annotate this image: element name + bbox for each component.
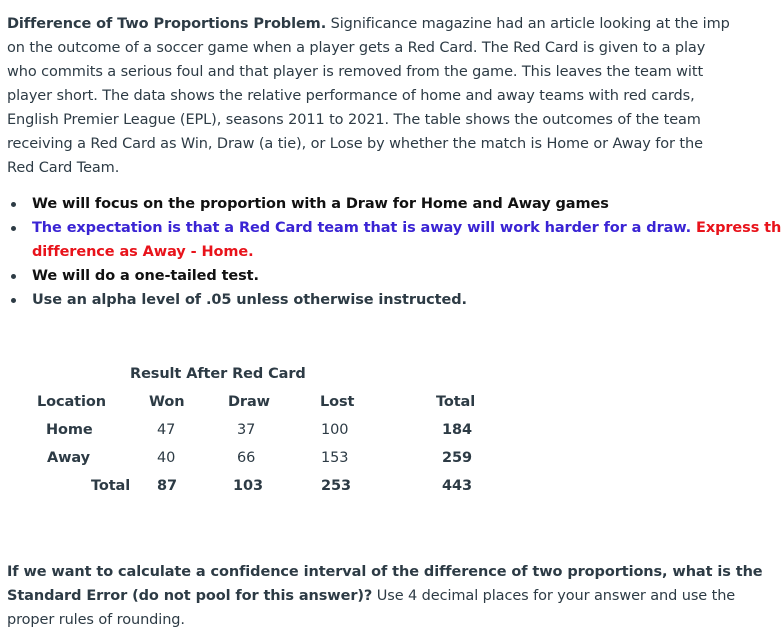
row-label-home: Home	[46, 422, 93, 438]
away-won: 40	[157, 450, 176, 466]
header-draw: Draw	[228, 394, 270, 410]
intro-line-1: Difference of Two Proportions Problem. Significance magazine had an article looking at the imp	[7, 16, 730, 32]
total-lost: 253	[321, 478, 351, 494]
question-line-3: proper rules of rounding.	[7, 612, 185, 628]
bullet-dot-icon	[11, 274, 16, 279]
intro-line-6: receiving a Red Card as Win, Draw (a tie), or Lose by whether the match is Home or Away for the	[7, 136, 703, 152]
total-won: 87	[157, 478, 177, 494]
row-label-away: Away	[47, 450, 91, 466]
question-line-1: If we want to calculate a confidence interval of the difference of two proportions, what is the	[7, 564, 763, 580]
table-caption: Result After Red Card	[130, 366, 306, 382]
header-location: Location	[37, 394, 106, 410]
header-total: Total	[436, 394, 476, 410]
bullet-dot-icon	[11, 226, 16, 231]
total-draw: 103	[233, 478, 263, 494]
bullet-dot-icon	[11, 298, 16, 303]
question-line-2: Standard Error (do not pool for this answer)? Use 4 decimal places for your answer and use the	[7, 588, 736, 604]
bullet-dot-icon	[11, 202, 16, 207]
intro-line-4: player short. The data shows the relative performance of home and away teams with red cards,	[7, 88, 695, 104]
list-item: The expectation is that a Red Card team that is away will work harder for a draw. Express th difference as Away - Home.	[0, 216, 700, 264]
home-draw: 37	[237, 422, 256, 438]
intro-line-2: on the outcome of a soccer game when a player gets a Red Card. The Red Card is given to a play	[7, 40, 706, 56]
red-card-results-table	[0, 362, 680, 502]
away-total: 259	[442, 450, 472, 466]
home-won: 47	[157, 422, 176, 438]
intro-line-5: English Premier League (EPL), seasons 2011 to 2021. The table shows the outcomes of the team	[7, 112, 701, 128]
problem-intro	[7, 12, 730, 180]
intro-line-3: who commits a serious foul and that player is removed from the game. This leaves the team witt	[7, 64, 704, 80]
intro-line-7: Red Card Team.	[7, 160, 120, 176]
away-draw: 66	[237, 450, 256, 466]
list-item: Use an alpha level of .05 unless otherwise instructed.	[0, 288, 700, 312]
home-lost: 100	[321, 422, 349, 438]
problem-heading: Difference of Two Proportions Problem.	[7, 16, 327, 32]
header-lost: Lost	[320, 394, 355, 410]
question-text	[7, 560, 763, 632]
home-total: 184	[442, 422, 472, 438]
instructions-list	[0, 192, 781, 312]
away-lost: 153	[321, 450, 349, 466]
header-won: Won	[149, 394, 185, 410]
row-label-total: Total	[91, 478, 131, 494]
list-item: We will focus on the proportion with a Draw for Home and Away games	[0, 192, 700, 216]
grand-total: 443	[442, 478, 472, 494]
list-item: We will do a one-tailed test.	[0, 264, 700, 288]
